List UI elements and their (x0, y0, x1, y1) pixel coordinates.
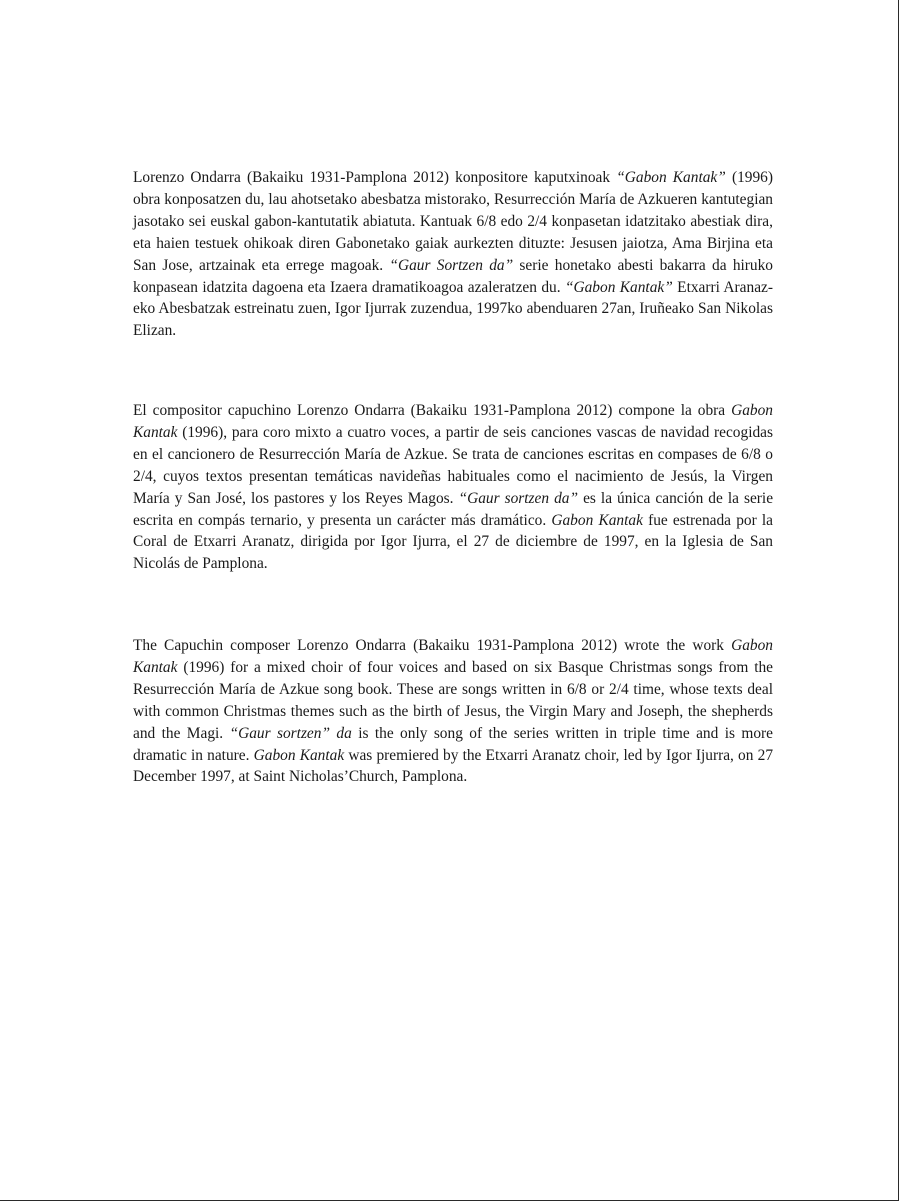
work-title: “Gabon Kantak” (564, 278, 673, 296)
text-segment: Etxarri Aranaz-eko Abesbatzak estreinatu zuen, Igor Ijurrak zuzendua, 1997ko abenduaren 27an, Iruñeako San Nikolas Elizan. (133, 278, 773, 340)
text-segment: Lorenzo Ondarra (Bakaiku 1931-Pamplona 2012) konpositore kaputxinoak (133, 169, 617, 186)
song-title: “Gaur sortzen da” (458, 489, 579, 507)
paragraph-spanish (133, 400, 773, 575)
work-title: Gabon Kantak (253, 746, 345, 764)
work-title: “Gabon Kantak” (616, 169, 726, 186)
work-title: Gabon Kantak (133, 402, 773, 441)
paragraph-english (133, 635, 773, 788)
text-segment: (1996), para coro mixto a cuatro voces, a partir de seis canciones vascas de navidad recogidas en el cancionero de Resurrección María de Azkue. Se trata de canciones escritas en compases de 6/8 o 2/4, cuyos textos presentan temáticas navideñas habituales como el nacimiento de Jesús, la Virgen María y San José, los pastores y los Reyes Magos. (133, 423, 773, 507)
text-segment: El compositor capuchino Lorenzo Ondarra (Bakaiku 1931-Pamplona 2012) compone la obra (133, 402, 732, 419)
text-segment: (1996) for a mixed choir of four voices and based on six Basque Christmas songs from the Resurrección María de Azkue song book. These are songs written in 6/8 or 2/4 time, whose texts deal with common Christmas themes such as the birth of Jesus, the Virgin Mary and Joseph, the shepherds and the Magi. (133, 658, 773, 742)
text-segment: is the only song of the series written in triple time and is more dramatic in nature. (133, 724, 773, 764)
text-segment: (1996) obra konposatzen du, lau ahotsetako abesbatza mistorako, Resurrección María de Azkueren kantutegian jasotako sei euskal gabon-kantutatik abiatuta. Kantuak 6/8 edo 2/4 konpasetan idatzitako abestiak dira, eta haien testuek ohikoak diren Gabonetako gaiak aurkezten dituzte: Jesusen jaiotza, Ama Birjina eta San Jose, artzainak eta errege magoak. (133, 169, 773, 274)
song-title: “Gaur sortzen” da (229, 724, 352, 742)
song-title: “Gaur Sortzen da” (389, 256, 514, 274)
work-title: Gabon Kantak (133, 637, 773, 676)
text-segment: fue estrenada por la Coral de Etxarri Aranatz, dirigida por Igor Ijurra, el 27 de diciembre de 1997, en la Iglesia de San Nicolás de Pamplona. (133, 511, 773, 573)
text-segment: es la única canción de la serie escrita en compás ternario, y presenta un carácter más dramático. (133, 489, 774, 529)
text-segment: The Capuchin composer Lorenzo Ondarra (Bakaiku 1931-Pamplona 2012) wrote the work (133, 637, 732, 654)
work-title: Gabon Kantak (551, 511, 643, 529)
paragraph-basque (133, 167, 773, 342)
text-segment: serie honetako abesti bakarra da hiruko konpasean idatzita dagoena eta Izaera dramatikoagoa azaleratzen du. (133, 256, 774, 296)
text-segment: was premiered by the Etxarri Aranatz choir, led by Igor Ijurra, on 27 December 1997, at Saint Nicholas’Church, Pamplona. (133, 746, 774, 786)
